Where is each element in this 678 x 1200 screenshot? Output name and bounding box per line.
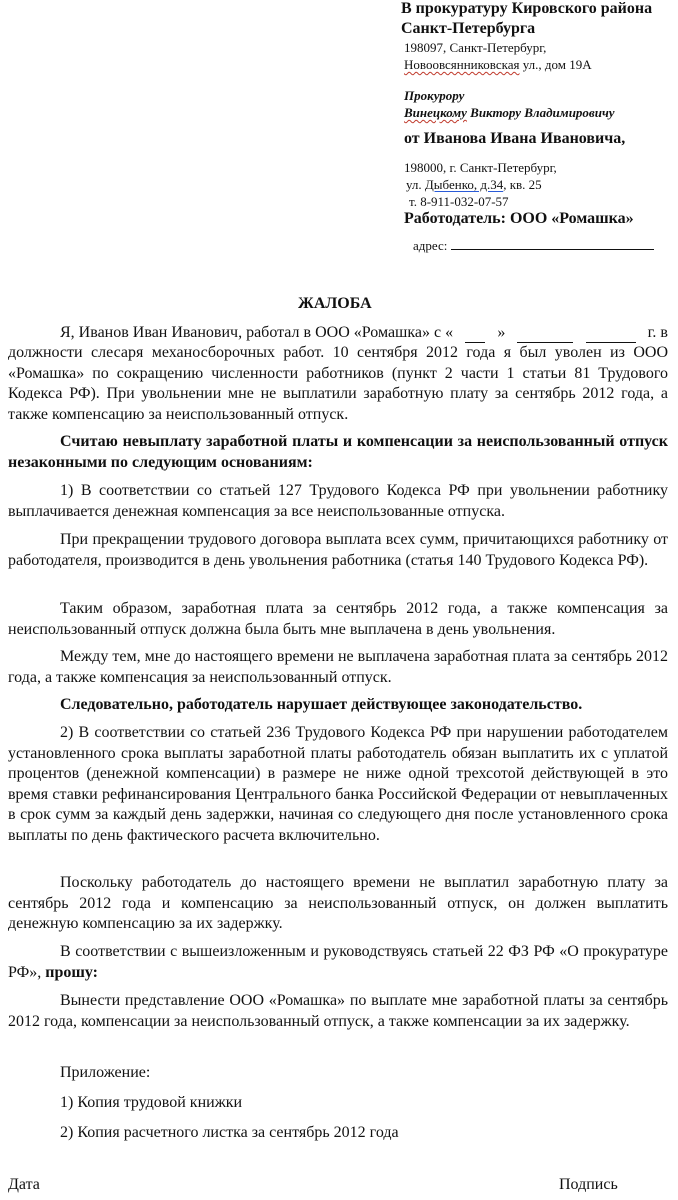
recipient-address-1: 198097, Санкт-Петербург, bbox=[404, 40, 547, 55]
paragraph-6: Между тем, мне до настоящего времени не выплачена заработная плата за сентябрь 2012 года, а также компенсация за неиспользованный отпуск. bbox=[8, 648, 668, 686]
sender-address-2: ул. Дыбенко, д.34, кв. 25 bbox=[406, 177, 542, 192]
attachment-2: 2) Копия расчетного листка за сентябрь 2012 года bbox=[60, 1124, 399, 1141]
paragraph-3: 1) В соответствии со статьей 127 Трудового Кодекса РФ при увольнении работнику выплачивается денежная компенсация за все неиспользованные отпуска. bbox=[8, 482, 668, 520]
sender-address-1: 198000, г. Санкт-Петербург, bbox=[404, 160, 557, 175]
employer-address: адрес: bbox=[413, 238, 654, 254]
prosecutor-name: Винецкому Виктору Владимировичу bbox=[404, 105, 615, 120]
paragraph-10: В соответствии с вышеизложенным и руководствуясь статьей 22 ФЗ РФ «О прокуратуре РФ», прошу: bbox=[8, 943, 668, 981]
paragraph-1-body: должности слесаря механосборочных работ. 10 сентября 2012 года я был уволен из ООО «Ромашка» по сокращению численности работников (пункт 2 части 1 статьи 81 Трудового Кодекса РФ). При увольнении мне не выплатили заработную плату за сентябрь 2012 года, а также компенсацию за неиспользованный отпуск. bbox=[8, 344, 668, 423]
date-label: Дата bbox=[8, 1176, 40, 1193]
paragraph-4: При прекращении трудового договора выплата всех сумм, причитающихся работнику от работодателя, производится в день увольнения работника (статья 140 Трудового Кодекса РФ). bbox=[8, 531, 668, 569]
paragraph-7: Следовательно, работодатель нарушает действующее законодательство. bbox=[60, 696, 583, 713]
document-title: ЖАЛОБА bbox=[298, 295, 372, 312]
recipient-line-2: Санкт-Петербурга bbox=[401, 20, 536, 37]
recipient-address-2: Новоовсянниковская ул., дом 19А bbox=[404, 57, 592, 72]
prosecutor-surname: Винецкому bbox=[404, 105, 467, 120]
employer-address-blank bbox=[451, 249, 654, 250]
sender-name: от Иванова Ивана Ивановича, bbox=[404, 130, 626, 147]
paragraph-5: Таким образом, заработная плата за сентябрь 2012 года, а также компенсация за неиспользованный отпуск должна была быть мне выплачена в день увольнения. bbox=[8, 600, 668, 638]
sender-phone: т. 8-911-032-07-57 bbox=[409, 194, 509, 209]
recipient-line-1: В прокуратуру Кировского района bbox=[401, 0, 653, 17]
paragraph-11: Вынести представление ООО «Ромашка» по выплате мне заработной платы за сентябрь 2012 года, компенсации за неиспользованный отпуск, а также компенсации за их задержку. bbox=[8, 992, 668, 1030]
attachments-label: Приложение: bbox=[60, 1064, 151, 1081]
recipient-street: Новоовсянниковская bbox=[404, 57, 520, 72]
prosecutor-label: Прокурору bbox=[404, 88, 465, 103]
attachment-1: 1) Копия трудовой книжки bbox=[60, 1094, 243, 1111]
paragraph-1-line-1: Я, Иванов Иван Иванович, работал в ООО «Ромашка» с « » г. в bbox=[60, 324, 668, 341]
sender-street: Дыбенко, д.34 bbox=[424, 177, 504, 192]
paragraph-9: Поскольку работодатель до настоящего времени не выплатил заработную плату за сентябрь 2012 года и компенсацию за неиспользованный отпуск, он должен выплатить денежную компенсацию за их задержку. bbox=[8, 874, 668, 932]
paragraph-8: 2) В соответствии со статьей 236 Трудового Кодекса РФ при нарушении работодателем установленного срока выплаты заработной платы работодатель обязан выплатить их с уплатой процентов (денежной компенсации) в размере не ниже одной трехсотой действующей в это время ставки рефинансирования Центрального банка Российской Федерации от невыплаченных в срок сумм за каждый день задержки, начиная со следующего дня после установленного срока выплаты по день фактического расчета включительно. bbox=[8, 724, 668, 844]
employer-line: Работодатель: ООО «Ромашка» bbox=[404, 210, 634, 227]
paragraph-2: Считаю невыплату заработной платы и компенсации за неиспользованный отпуск незаконными по следующим основаниям: bbox=[8, 433, 668, 471]
signature-label: Подпись bbox=[559, 1176, 618, 1193]
